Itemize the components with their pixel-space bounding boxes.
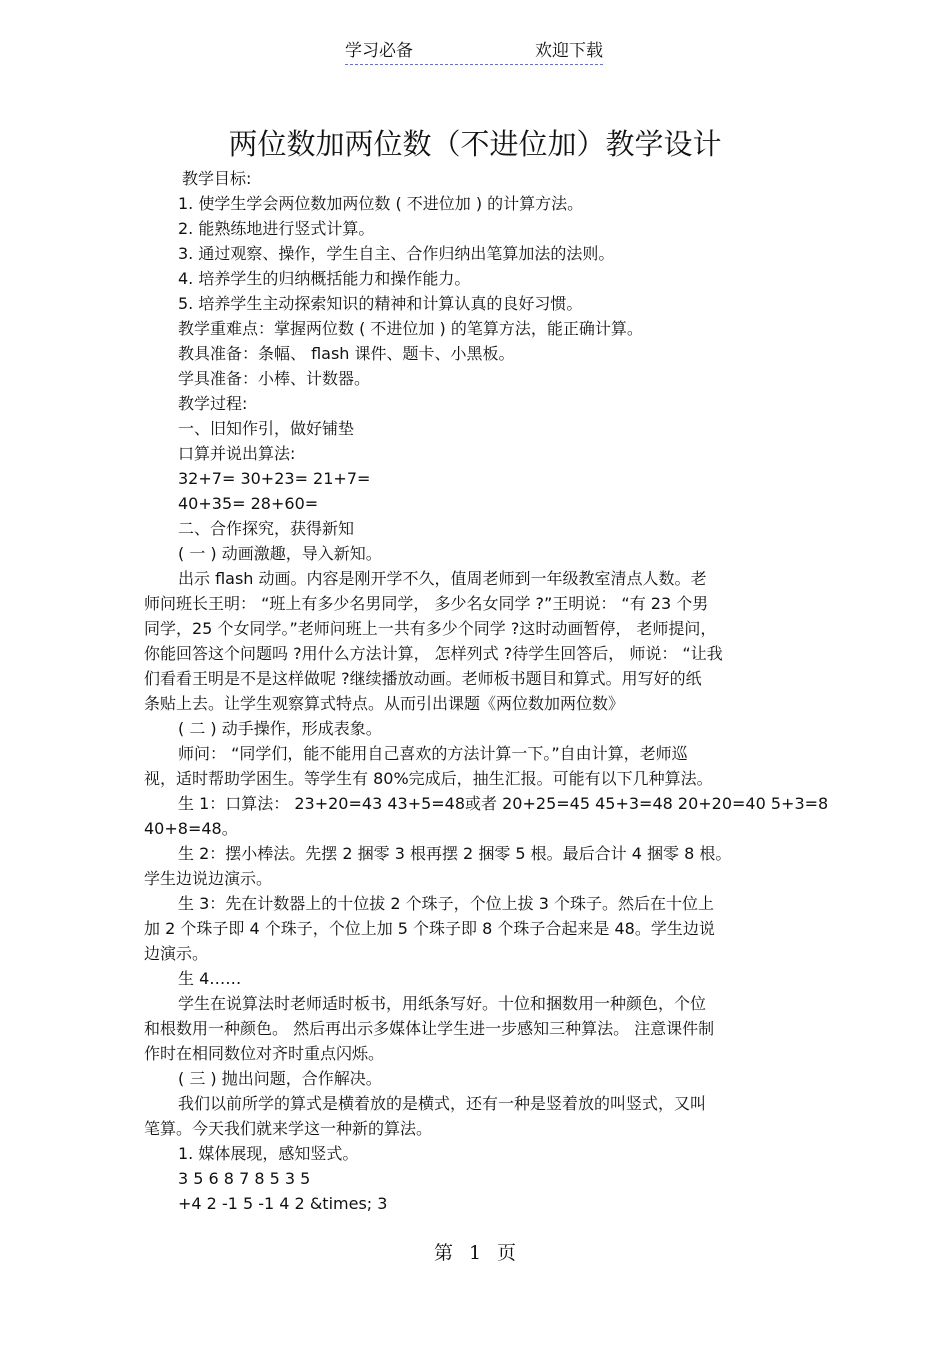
text-line: 条贴上去。让学生观察算式特点。从而引出课题《两位数加两位数》 <box>144 694 625 713</box>
text-line: ( 一 ) 动画激趣，导入新知。 <box>178 544 382 563</box>
text-line: 生 4…… <box>178 969 242 988</box>
text-line: 教具准备：条幅、 flash 课件、题卡、小黑板。 <box>178 344 515 363</box>
text-line: 学具准备：小棒、计数器。 <box>178 369 371 388</box>
page-number-suffix: 页 <box>497 1242 517 1264</box>
text-line: 生 2：摆小棒法。先摆 2 捆零 3 根再摆 2 捆零 5 根。最后合计 4 捆零 8 根。 <box>178 844 732 863</box>
text-line: 教学目标: <box>182 169 252 188</box>
text-line: 师问班长王明： “班上有多少名男同学， 多少名女同学 ?”王明说： “有 23 个男 <box>144 594 709 613</box>
text-line: 2. 能熟练地进行竖式计算。 <box>178 219 375 238</box>
text-line: 口算并说出算法: <box>178 444 296 463</box>
page-footer <box>0 1240 950 1266</box>
text-line: 同学，25 个女同学。”老师问班上一共有多少个同学 ?这时动画暂停， 老师提问， <box>144 619 717 638</box>
text-line: 师问： “同学们，能不能用自己喜欢的方法计算一下。”自由计算，老师巡 <box>178 744 688 763</box>
text-line: 3. 通过观察、操作，学生自主、合作归纳出笔算加法的法则。 <box>178 244 615 263</box>
text-line: 生 1：口算法： 23+20=43 43+5=48或者 20+25=45 45+3=48 20+20=40 5+3=8 <box>178 794 829 813</box>
text-line: 学生边说边演示。 <box>144 869 273 888</box>
text-line: 二、合作探究，获得新知 <box>178 519 355 538</box>
text-line: 1. 使学生学会两位数加两位数 ( 不进位加 ) 的计算方法。 <box>178 194 584 213</box>
text-line: ( 三 ) 抛出问题，合作解决。 <box>178 1069 382 1088</box>
text-line: 学生在说算法时老师适时板书，用纸条写好。十位和捆数用一种颜色，个位 <box>178 994 707 1013</box>
text-line: 作时在相同数位对齐时重点闪烁。 <box>144 1044 385 1063</box>
text-line: 教学过程: <box>178 394 248 413</box>
text-line: +4 2 -1 5 -1 4 2 &times; 3 <box>178 1194 388 1213</box>
page-header <box>345 40 603 65</box>
text-line: 40+35= 28+60= <box>178 494 319 513</box>
text-line: 笔算。今天我们就来学这一种新的算法。 <box>144 1119 433 1138</box>
text-line: 加 2 个珠子即 4 个珠子，个位上加 5 个珠子即 8 个珠子合起来是 48。学生边说 <box>144 919 715 938</box>
text-line: 生 3：先在计数器上的十位拔 2 个珠子，个位上拔 3 个珠子。然后在十位上 <box>178 894 714 913</box>
text-line: 4. 培养学生的归纳概括能力和操作能力。 <box>178 269 471 288</box>
text-line: 1. 媒体展现，感知竖式。 <box>178 1144 359 1163</box>
document-body <box>144 166 829 1216</box>
text-line: 和根数用一种颜色。 然后再出示多媒体让学生进一步感知三种算法。 注意课件制 <box>144 1019 715 1038</box>
text-line: 3 5 6 8 7 8 5 3 5 <box>178 1169 311 1188</box>
page-number: 1 <box>468 1242 482 1264</box>
text-line: 边演示。 <box>144 944 209 963</box>
text-line: ( 二 ) 动手操作，形成表象。 <box>178 719 382 738</box>
text-line: 们看看王明是不是这样做呢 ?继续播放动画。老师板书题目和算式。用写好的纸 <box>144 669 702 688</box>
text-line: 40+8=48。 <box>144 819 238 838</box>
text-line: 一、旧知作引，做好铺垫 <box>178 419 355 438</box>
text-line: 出示 flash 动画。内容是刚开学不久，值周老师到一年级教室清点人数。老 <box>178 569 707 588</box>
text-line: 5. 培养学生主动探索知识的精神和计算认真的良好习惯。 <box>178 294 583 313</box>
header-left-text: 学习必备 <box>345 41 413 61</box>
text-line: 教学重难点：掌握两位数 ( 不进位加 ) 的笔算方法，能正确计算。 <box>178 319 643 338</box>
header-right-text: 欢迎下载 <box>535 41 603 61</box>
text-line: 你能回答这个问题吗 ?用什么方法计算， 怎样列式 ?待学生回答后， 师说： “让我 <box>144 644 723 663</box>
text-line: 32+7= 30+23= 21+7= <box>178 469 371 488</box>
page-number-prefix: 第 <box>433 1242 453 1264</box>
text-line: 我们以前所学的算式是横着放的是横式，还有一种是竖着放的叫竖式，又叫 <box>178 1094 707 1113</box>
text-line: 视，适时帮助学困生。等学生有 80%完成后，抽生汇报。可能有以下几种算法。 <box>144 769 713 788</box>
document-title: 两位数加两位数（不进位加）教学设计 <box>228 127 722 161</box>
